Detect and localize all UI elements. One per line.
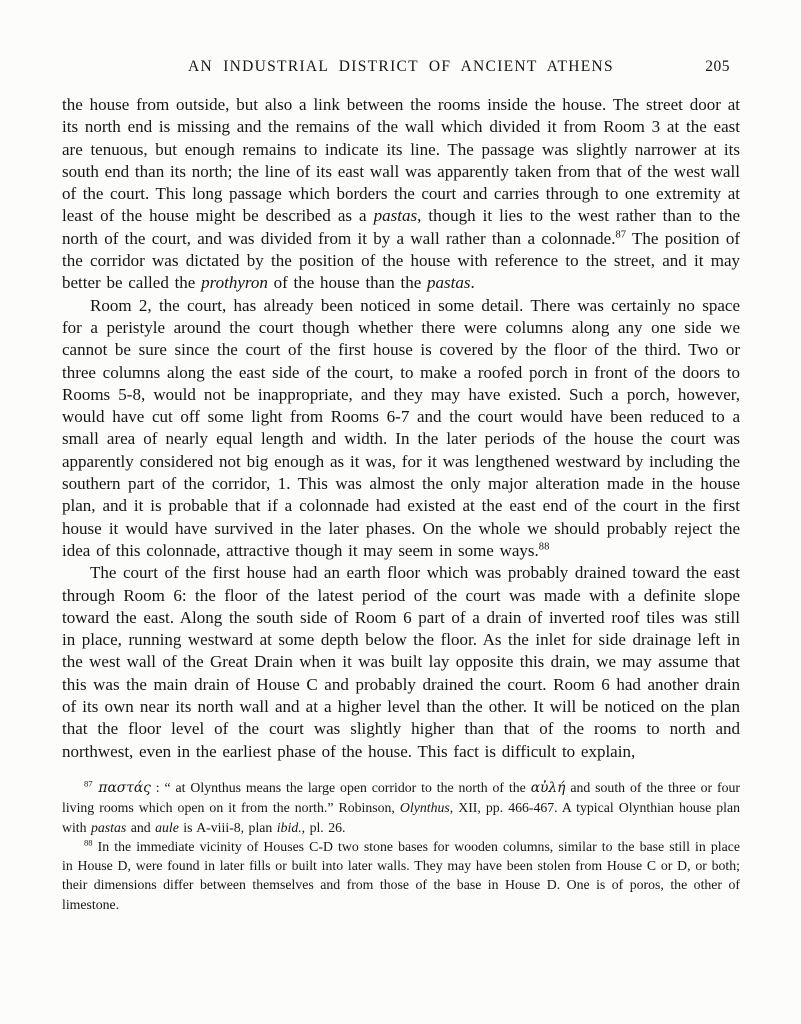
footnote-87 — [62, 778, 740, 837]
paragraph-court-floor — [62, 562, 740, 763]
text-run: pastas — [373, 206, 418, 226]
text-run: and — [126, 819, 156, 835]
text-run: the house from outside, but also a link between the rooms inside the house. The street door at its north end is missing and the remains of the wall which divided it from Room 3 at the east are tenuous, but enough remains to indicate its line. The passage was slightly narrower at its south end than its north; the line of its east wall was apparently taken from that of the west wall of the court. This long passage which borders the court and carries through to one extremity at least of the house might be described as a — [62, 95, 740, 226]
text-run: . — [470, 273, 475, 293]
text-run: παστάς — [92, 779, 151, 796]
footnote-88 — [62, 837, 740, 914]
text-run: and south of the three or four living rooms which open on it from the north.” Robinson, — [62, 779, 740, 816]
text-run: The court of the first house had an earth floor which was probably drained toward the east through Room 6: the floor of the latest period of the court was made with a definite slope toward the east. Along the south side of Room 6 part of a drain of inverted roof tiles was still in place, running westward at some depth below the floor. As the inlet for side drainage left in the west wall of the Great Drain when it was built lay opposite this drain, we may assume that this was the main drain of House C and probably drained the court. Room 6 had another drain of its own near its north wall and at a higher level than the other. It will be noticed on the plan that the floor level of the court was slightly higher than that of the rooms to north and northwest, even in the earliest phase of the house. This fact is difficult to explain, — [62, 563, 740, 761]
running-head-title: AN INDUSTRIAL DISTRICT OF ANCIENT ATHENS — [188, 58, 614, 75]
text-run: pastas — [427, 273, 471, 293]
text-run: , pl. 26. — [301, 819, 346, 835]
text-run: Olynthus — [399, 800, 450, 816]
page-body — [62, 94, 740, 763]
text-run: pastas — [90, 819, 127, 835]
footnote-marker: 88 — [538, 541, 550, 553]
text-run: In the immediate vicinity of Houses C-D two stone bases for wooden columns, similar to the base still in place in House D, were found in later fills or built into later walls. They may have been stolen from House C or D, or both; their dimensions differ between themselves and from those of the base in House D. One is of poros, the other of limestone. — [62, 838, 740, 912]
text-run: Room 2, the court, has already been noticed in some detail. There was certainly no space for a peristyle around the court though whether there were columns along any one side we cannot be sure since the court of the first house is covered by the floor of the third. Two or three columns along the east side of the court, to make a roofed porch in front of the doors to Rooms 5-8, would not be inappropriate, and they may have existed. Such a porch, however, would have cut off some light from Rooms 6-7 and the court would have been reduced to a small area of nearly equal length and width. In the later periods of the house the court was apparently considered not big enough as it was, for it was lengthened westward by including the southern part of the corridor, 1. This was almost the only major alteration made in the house plan, and it is probable that if a colonnade had existed at the east end of the court in the first house it would have survived in the later phases. On the whole we should probably reject the idea of this colonnade, attractive though it may seem in some ways. — [62, 295, 740, 560]
text-run: αὐλή — [530, 779, 566, 796]
footnote-marker: 87 — [84, 778, 93, 789]
page-number: 205 — [705, 58, 730, 75]
paragraph-continuation — [62, 94, 740, 295]
footnote-marker: 87 — [615, 229, 626, 241]
text-run: aule — [155, 819, 179, 835]
text-run: of the house than the — [267, 273, 427, 293]
text-run: : “ at Olynthus means the large open corridor to the north of the — [150, 779, 531, 795]
text-run: , XII, pp. 466-467. A typical Olynthian house plan with — [62, 800, 740, 835]
text-run: is A-viii-8, plan — [178, 819, 277, 835]
footnotes-section — [62, 778, 740, 914]
footnote-marker: 88 — [84, 837, 93, 848]
text-run: ibid. — [276, 819, 302, 835]
text-run: prothyron — [201, 273, 268, 293]
text-run: , though it lies to the west rather than to the north of the court, and was divided from it by a wall rather than a colonnade. — [62, 206, 740, 248]
text-run: The position of the corridor was dictated by the position of the house with reference to the street, and it may better be called the — [62, 228, 740, 293]
page-header — [62, 58, 740, 80]
paragraph-room2-court — [62, 295, 740, 563]
